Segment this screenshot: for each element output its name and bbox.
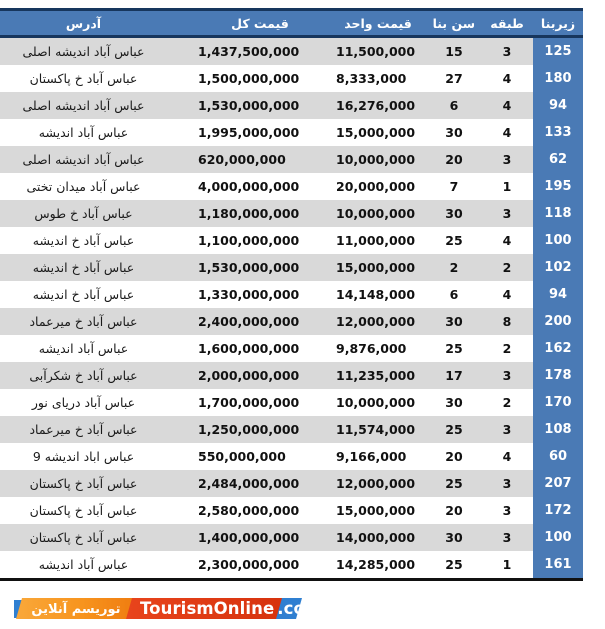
- listing-age-cell: 6: [427, 281, 481, 308]
- listing-address-cell: عباس آباد اندیشه اصلی: [0, 146, 191, 173]
- listing-age-cell: 2: [427, 254, 481, 281]
- listing-floor-cell: 3: [481, 146, 533, 173]
- table-row: [0, 227, 583, 254]
- listing-floor-cell: 4: [481, 227, 533, 254]
- listing-total-price-cell: 2,580,000,000: [191, 497, 329, 524]
- listing-unit-price-cell: 14,285,000: [329, 551, 427, 580]
- listing-floor-cell: 3: [481, 362, 533, 389]
- listing-address-cell: عباس آباد خ اندیشه: [0, 227, 191, 254]
- table-body: [0, 37, 583, 580]
- listing-area-cell: 207: [533, 470, 583, 497]
- listing-age-cell: 30: [427, 389, 481, 416]
- listing-address-cell: عباس آباد خ اندیشه: [0, 281, 191, 308]
- listing-age-cell: 27: [427, 65, 481, 92]
- listing-area-cell: 125: [533, 37, 583, 66]
- table-header: [0, 10, 583, 37]
- listing-area-cell: 100: [533, 524, 583, 551]
- table-row: [0, 37, 583, 66]
- logo-brand: TourismOnline: [140, 599, 275, 618]
- listing-total-price-cell: 1,530,000,000: [191, 254, 329, 281]
- listing-age-cell: 30: [427, 119, 481, 146]
- listing-unit-price-cell: 10,000,000: [329, 389, 427, 416]
- listing-floor-cell: 4: [481, 281, 533, 308]
- listing-address-cell: عباس آباد اندیشه اصلی: [0, 92, 191, 119]
- listing-address-cell: عباس اباد اندیشه 9: [0, 443, 191, 470]
- listing-total-price-cell: 2,400,000,000: [191, 308, 329, 335]
- listing-floor-cell: 4: [481, 65, 533, 92]
- listing-address-cell: عباس آباد خ اندیشه: [0, 254, 191, 281]
- listing-area-cell: 195: [533, 173, 583, 200]
- listing-total-price-cell: 1,400,000,000: [191, 524, 329, 551]
- listing-unit-price-cell: 14,148,000: [329, 281, 427, 308]
- listing-total-price-cell: 1,700,000,000: [191, 389, 329, 416]
- listing-floor-cell: 4: [481, 92, 533, 119]
- listing-unit-price-cell: 8,333,000: [329, 65, 427, 92]
- table-row: [0, 470, 583, 497]
- listing-total-price-cell: 1,500,000,000: [191, 65, 329, 92]
- listing-unit-price-cell: 14,000,000: [329, 524, 427, 551]
- listing-area-cell: 172: [533, 497, 583, 524]
- listing-floor-cell: 3: [481, 524, 533, 551]
- listing-unit-price-cell: 10,000,000: [329, 200, 427, 227]
- table-row: [0, 416, 583, 443]
- listing-unit-price-cell: 11,500,000: [329, 37, 427, 66]
- listing-age-cell: 7: [427, 173, 481, 200]
- listing-floor-cell: 3: [481, 416, 533, 443]
- listing-floor-cell: 1: [481, 551, 533, 580]
- listing-area-cell: 180: [533, 65, 583, 92]
- listing-address-cell: عباس آباد خ میرعماد: [0, 416, 191, 443]
- column-header-floor: طبقه: [481, 10, 533, 37]
- listing-total-price-cell: 1,530,000,000: [191, 92, 329, 119]
- listing-address-cell: عباس آباد خ پاکستان: [0, 524, 191, 551]
- table-row: [0, 281, 583, 308]
- listing-floor-cell: 2: [481, 254, 533, 281]
- column-header-unit-price: قیمت واحد: [329, 10, 427, 37]
- listing-area-cell: 108: [533, 416, 583, 443]
- listing-area-cell: 60: [533, 443, 583, 470]
- listing-floor-cell: 3: [481, 37, 533, 66]
- table-row: [0, 389, 583, 416]
- listing-address-cell: عباس آباد اندیشه: [0, 335, 191, 362]
- listing-address-cell: عباس آباد خ پاکستان: [0, 65, 191, 92]
- table-row: [0, 497, 583, 524]
- listing-address-cell: عباس آباد خ پاکستان: [0, 497, 191, 524]
- listing-unit-price-cell: 15,000,000: [329, 119, 427, 146]
- listing-floor-cell: 4: [481, 443, 533, 470]
- listing-floor-cell: 2: [481, 389, 533, 416]
- listing-unit-price-cell: 9,876,000: [329, 335, 427, 362]
- listing-age-cell: 20: [427, 443, 481, 470]
- listing-address-cell: عباس آباد خ طوس: [0, 200, 191, 227]
- listing-total-price-cell: 1,600,000,000: [191, 335, 329, 362]
- listing-age-cell: 6: [427, 92, 481, 119]
- listing-address-cell: عباس آباد خ شکرآبی: [0, 362, 191, 389]
- listing-area-cell: 170: [533, 389, 583, 416]
- listing-age-cell: 25: [427, 551, 481, 580]
- logo-english-text: [140, 599, 305, 618]
- table-row: [0, 443, 583, 470]
- listing-unit-price-cell: 15,000,000: [329, 254, 427, 281]
- table-row: [0, 146, 583, 173]
- real-estate-listing-table: [8, 8, 583, 581]
- listing-area-cell: 118: [533, 200, 583, 227]
- listing-address-cell: عباس آباد خ میرعماد: [0, 308, 191, 335]
- column-header-age: سن بنا: [427, 10, 481, 37]
- listing-total-price-cell: 1,437,500,000: [191, 37, 329, 66]
- listing-unit-price-cell: 12,000,000: [329, 470, 427, 497]
- column-header-address: آدرس: [0, 10, 191, 37]
- listing-unit-price-cell: 11,000,000: [329, 227, 427, 254]
- table-row: [0, 308, 583, 335]
- listing-total-price-cell: 1,250,000,000: [191, 416, 329, 443]
- listing-unit-price-cell: 20,000,000: [329, 173, 427, 200]
- listing-area-cell: 62: [533, 146, 583, 173]
- listing-total-price-cell: 4,000,000,000: [191, 173, 329, 200]
- header-row: [0, 10, 583, 37]
- listing-unit-price-cell: 11,235,000: [329, 362, 427, 389]
- table-row: [0, 524, 583, 551]
- listing-address-cell: عباس آباد اندیشه: [0, 551, 191, 580]
- listing-area-cell: 178: [533, 362, 583, 389]
- listing-area-cell: 102: [533, 254, 583, 281]
- listing-area-cell: 94: [533, 281, 583, 308]
- listing-address-cell: عباس آباد خ پاکستان: [0, 470, 191, 497]
- listing-total-price-cell: 1,180,000,000: [191, 200, 329, 227]
- tourism-online-logo: [14, 592, 314, 622]
- listings-table: [0, 8, 583, 581]
- listing-floor-cell: 3: [481, 497, 533, 524]
- listing-address-cell: عباس آباد اندیشه اصلی: [0, 37, 191, 66]
- logo-persian-text: توریسم آنلاین: [31, 602, 121, 617]
- table-row: [0, 65, 583, 92]
- listing-age-cell: 20: [427, 497, 481, 524]
- listing-age-cell: 17: [427, 362, 481, 389]
- listing-floor-cell: 4: [481, 119, 533, 146]
- column-header-area: زیربنا: [533, 10, 583, 37]
- listing-total-price-cell: 620,000,000: [191, 146, 329, 173]
- listing-age-cell: 25: [427, 227, 481, 254]
- listing-floor-cell: 3: [481, 470, 533, 497]
- listing-total-price-cell: 550,000,000: [191, 443, 329, 470]
- table-row: [0, 551, 583, 580]
- listing-address-cell: عباس آباد اندیشه: [0, 119, 191, 146]
- table-row: [0, 362, 583, 389]
- listing-area-cell: 162: [533, 335, 583, 362]
- table-row: [0, 173, 583, 200]
- listing-address-cell: عباس آباد دریای نور: [0, 389, 191, 416]
- listing-total-price-cell: 1,100,000,000: [191, 227, 329, 254]
- listing-age-cell: 25: [427, 335, 481, 362]
- table-row: [0, 335, 583, 362]
- listing-unit-price-cell: 16,276,000: [329, 92, 427, 119]
- listing-address-cell: عباس آباد میدان تختی: [0, 173, 191, 200]
- listing-unit-price-cell: 11,574,000: [329, 416, 427, 443]
- listing-area-cell: 100: [533, 227, 583, 254]
- listing-total-price-cell: 2,484,000,000: [191, 470, 329, 497]
- column-header-total-price: قیمت کل: [191, 10, 329, 37]
- listing-total-price-cell: 2,000,000,000: [191, 362, 329, 389]
- table-row: [0, 200, 583, 227]
- listing-unit-price-cell: 10,000,000: [329, 146, 427, 173]
- listing-floor-cell: 3: [481, 200, 533, 227]
- listing-area-cell: 133: [533, 119, 583, 146]
- listing-age-cell: 15: [427, 37, 481, 66]
- listing-area-cell: 94: [533, 92, 583, 119]
- listing-total-price-cell: 2,300,000,000: [191, 551, 329, 580]
- listing-age-cell: 30: [427, 524, 481, 551]
- listing-area-cell: 161: [533, 551, 583, 580]
- listing-floor-cell: 8: [481, 308, 533, 335]
- listing-unit-price-cell: 15,000,000: [329, 497, 427, 524]
- listing-age-cell: 25: [427, 416, 481, 443]
- logo-tld: .co: [277, 599, 305, 618]
- table-row: [0, 92, 583, 119]
- listing-floor-cell: 1: [481, 173, 533, 200]
- listing-age-cell: 30: [427, 200, 481, 227]
- listing-total-price-cell: 1,330,000,000: [191, 281, 329, 308]
- listing-age-cell: 30: [427, 308, 481, 335]
- listing-unit-price-cell: 12,000,000: [329, 308, 427, 335]
- listing-unit-price-cell: 9,166,000: [329, 443, 427, 470]
- listing-floor-cell: 2: [481, 335, 533, 362]
- table-row: [0, 119, 583, 146]
- listing-total-price-cell: 1,995,000,000: [191, 119, 329, 146]
- listing-area-cell: 200: [533, 308, 583, 335]
- listing-age-cell: 25: [427, 470, 481, 497]
- table-row: [0, 254, 583, 281]
- listing-age-cell: 20: [427, 146, 481, 173]
